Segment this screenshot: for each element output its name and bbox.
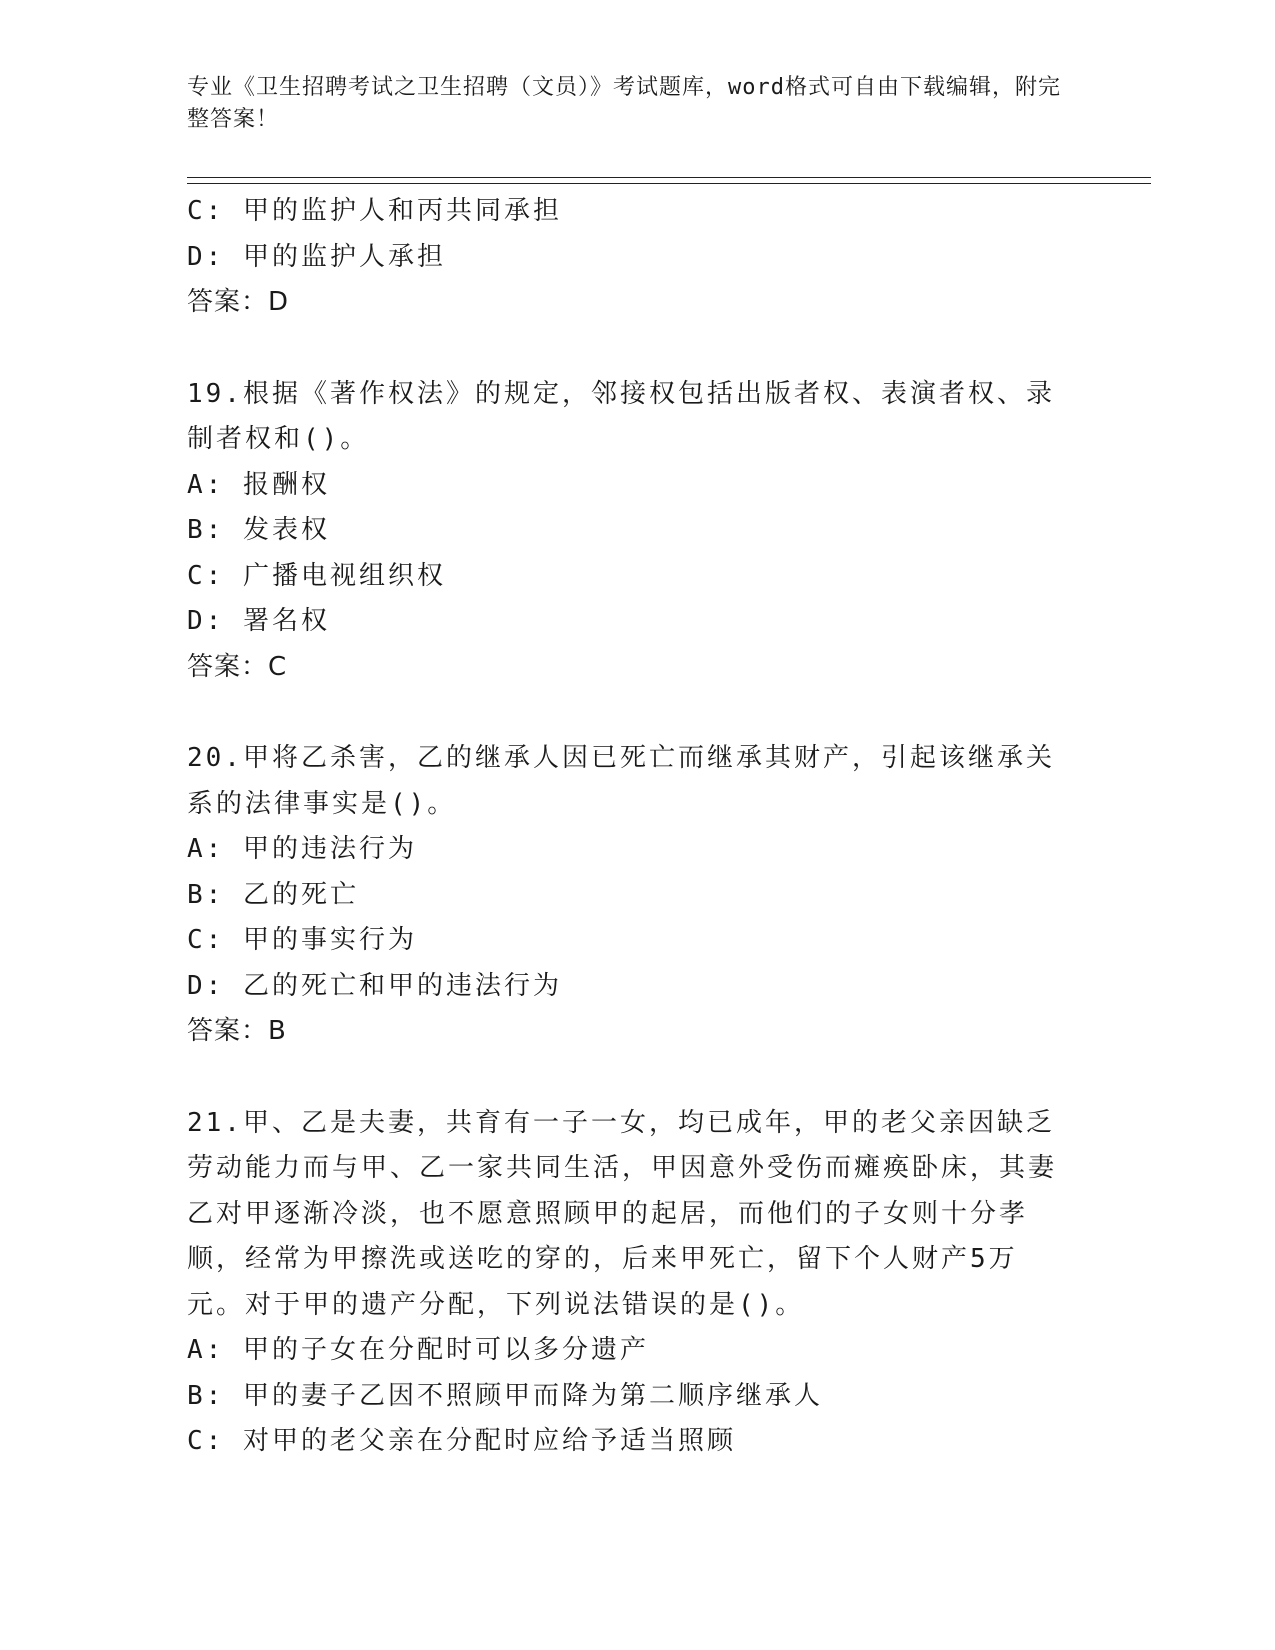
option-a: A: 甲的子女在分配时可以多分遗产 bbox=[187, 1335, 649, 1365]
option-c: C: 对甲的老父亲在分配时应给予适当照顾 bbox=[187, 1426, 736, 1456]
answer-line: 答案：B bbox=[187, 1016, 287, 1046]
option-d: D: 署名权 bbox=[187, 606, 330, 636]
document-body bbox=[187, 189, 1067, 1465]
answer-line: 答案：D bbox=[187, 287, 290, 317]
header-divider bbox=[187, 177, 1151, 184]
option-c: C: 甲的监护人和丙共同承担 bbox=[187, 196, 562, 226]
option-b: B: 发表权 bbox=[187, 515, 330, 545]
question-stem: 19.根据《著作权法》的规定，邻接权包括出版者权、表演者权、录制者权和()。 bbox=[187, 378, 1055, 454]
option-a: A: 报酬权 bbox=[187, 469, 330, 500]
question-19 bbox=[187, 372, 1067, 691]
option-c: C: 甲的事实行为 bbox=[187, 925, 417, 955]
answer-line: 答案：C bbox=[187, 651, 288, 682]
question-21 bbox=[187, 1101, 1067, 1465]
question-stem: 20.甲将乙杀害，乙的继承人因已死亡而继承其财产，引起该继承关系的法律事实是()。 bbox=[187, 743, 1055, 819]
option-c: C: 广播电视组织权 bbox=[187, 560, 446, 591]
document-header: 专业《卫生招聘考试之卫生招聘（文员）》考试题库，word格式可自由下载编辑，附完整答案！ bbox=[187, 75, 1061, 132]
option-b: B: 甲的妻子乙因不照顾甲而降为第二顺序继承人 bbox=[187, 1380, 823, 1411]
option-b: B: 乙的死亡 bbox=[187, 879, 359, 910]
question-20 bbox=[187, 736, 1067, 1055]
option-d: D: 乙的死亡和甲的违法行为 bbox=[187, 970, 562, 1001]
question-stem: 21.甲、乙是夫妻，共育有一子一女，均已成年，甲的老父亲因缺乏劳动能力而与甲、乙一家共同生活，甲因意外受伤而瘫痪卧床，其妻乙对甲逐渐冷淡，也不愿意照顾甲的起居，而他们的子女则十分孝顺，经常为甲擦洗或送吃的穿的，后来甲死亡，留下个人财产5万元。对于甲的遗产分配，下列说法错误的是()。 bbox=[187, 1107, 1058, 1320]
option-d: D: 甲的监护人承担 bbox=[187, 241, 446, 272]
option-a: A: 甲的违法行为 bbox=[187, 834, 417, 864]
